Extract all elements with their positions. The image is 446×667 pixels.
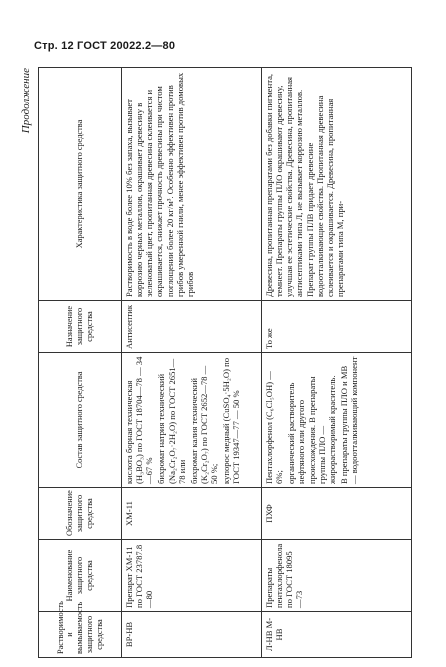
cell-composition (262, 353, 412, 488)
composition-line: бихромат натрия технический (Na₂Cr₂O₇·2H₂O) по ГОСТ 2651—78 или (156, 358, 187, 484)
column-header-name: Наименование защитного средства (39, 540, 122, 612)
cell-designation: ХМ-11 (122, 488, 262, 540)
composition-line: органический растворитель нефтяного или другого происхождения. В препараты группы ПЛО — жирорастворимый краситель. (286, 375, 337, 484)
table-header-row (39, 68, 122, 658)
composition-line: В препараты группы ПЛО и МВ — водоотталкивающий компонент (338, 356, 360, 484)
cell-purpose: Антисептик (122, 301, 262, 353)
cell-name: Препарат ХМ-11 по ГОСТ 23787.8—80 (122, 540, 262, 612)
cell-composition (122, 353, 262, 488)
cell-characteristic: Древесина, пропитанная препаратами без добавки пигмента, темнеет. Препараты группы ПЛО окрашивают древесину, улучшая ее эстетические свойства. Древесина, пропитанная антисептиками типа Л, не вызывает коррозию металлов. Препарат группы ПЛВ придает древесине водоотталкивающие свойства. Пропитанная древесина склеивается и окрашивается. Древесина, пропитанная препаратами типа М, при- (262, 68, 412, 301)
cell-characteristic: Растворимость в воде более 10% без запаха, вызывает коррозию черных металлов, окрашивает древесину в зеленоватый цвет, пропитанная древесина склеивается и окрашивается, снижает прочность древесины при чистом поглощении более 20 кг/м³. Особенно эффективен против грибов умеренной гнили, менее эффективен против домовых грибов (122, 68, 262, 301)
composition-line: Пентахлорфенол (C₆Cl₅OH) — 6%; (264, 371, 285, 484)
page-header: Стр. 12 ГОСТ 20022.2—80 (34, 40, 176, 52)
composition-line: купорос медный (CuSO₄·5H₂O) по ГОСТ 19347—77 — 50 % (221, 358, 242, 484)
cell-solubility: Л-НВ М-НВ (262, 612, 412, 658)
composition-line: бихромат калия технический (K₂Cr₂O₇) по ГОСТ 2652—78 — 50 %; (188, 365, 220, 484)
column-header-characteristic: Характеристика защитного средства (39, 68, 122, 301)
table-row (262, 68, 412, 658)
protective-agents-table (38, 67, 412, 658)
cell-solubility: ВР-НВ (122, 612, 262, 658)
cell-name: Препараты пентахлорфенола по ГОСТ 18095—73 (262, 540, 412, 612)
rotated-table-page (20, 68, 430, 658)
composition-line: кислота борная техническая (H₃BO₃) по ГОСТ 18704—78 — 34—67 % (124, 356, 155, 484)
cell-designation: ПХФ (262, 488, 412, 540)
column-header-composition: Состав защитного средства (39, 353, 122, 488)
column-header-designation: Обозначение защитного средства (39, 488, 122, 540)
column-header-purpose: Назначение защитного средства (39, 301, 122, 353)
cell-purpose: То же (262, 301, 412, 353)
column-header-solubility: Растворимость и вымываемость защитного средства (39, 612, 122, 658)
table-row (122, 68, 262, 658)
continuation-label: Продолжение (20, 68, 32, 134)
